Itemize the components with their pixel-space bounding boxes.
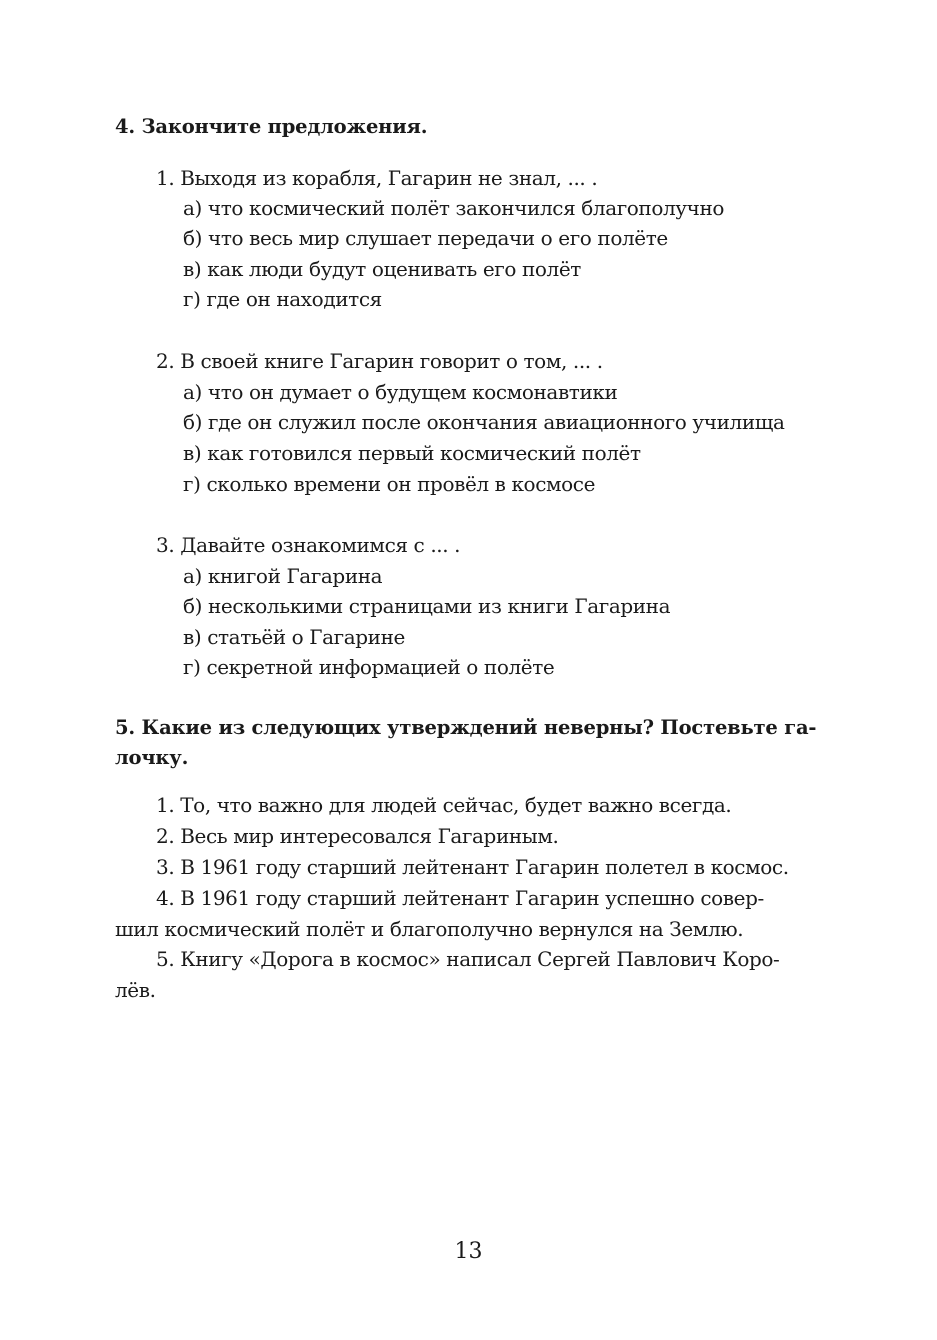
question-2-option-c: в) как готовился первый космический полёт [183, 441, 641, 465]
question-3-stem: 3. Давайте ознакомимся с ... . [156, 533, 461, 557]
page-number: 13 [454, 1239, 483, 1264]
exercise-5-title-line-1: 5. Какие из следующих утверждений неверны? Постевьте га- [115, 716, 817, 739]
question-3-option-a: а) книгой Гагарина [183, 564, 383, 588]
question-2-stem: 2. В своей книге Гагарин говорит о том, ... . [156, 349, 603, 373]
question-3-option-b: б) несколькими страницами из книги Гагарина [183, 594, 671, 618]
question-2-option-d: г) сколько времени он провёл в космосе [183, 472, 596, 496]
exercise-5-title-line-2: лочку. [115, 746, 189, 769]
question-2-option-b: б) где он служил после окончания авиационного училища [183, 410, 785, 434]
statement-5-line-2: лёв. [115, 978, 156, 1002]
question-1-stem: 1. Выходя из корабля, Гагарин не знал, ... . [156, 166, 598, 190]
question-1-option-b: б) что весь мир слушает передачи о его полёте [183, 226, 668, 250]
statement-4-line-2: шил космический полёт и благополучно вернулся на Землю. [115, 917, 744, 941]
question-3-option-c: в) статьёй о Гагарине [183, 625, 405, 649]
question-2-option-a: а) что он думает о будущем космонавтики [183, 380, 618, 404]
statement-2: 2. Весь мир интересовался Гагариным. [156, 824, 559, 848]
statement-3: 3. В 1961 году старший лейтенант Гагарин полетел в космос. [156, 855, 789, 879]
statement-1: 1. То, что важно для людей сейчас, будет важно всегда. [156, 793, 732, 817]
exercise-4-title: 4. Закончите предложения. [115, 115, 428, 138]
question-3-option-d: г) секретной информацией о полёте [183, 655, 555, 679]
question-1-option-d: г) где он находится [183, 287, 382, 311]
statement-5-line-1: 5. Книгу «Дорога в космос» написал Сергей Павлович Коро- [156, 947, 780, 971]
statement-4-line-1: 4. В 1961 году старший лейтенант Гагарин успешно совер- [156, 886, 764, 910]
question-1-option-c: в) как люди будут оценивать его полёт [183, 257, 581, 281]
question-1-option-a: а) что космический полёт закончился благополучно [183, 196, 725, 220]
